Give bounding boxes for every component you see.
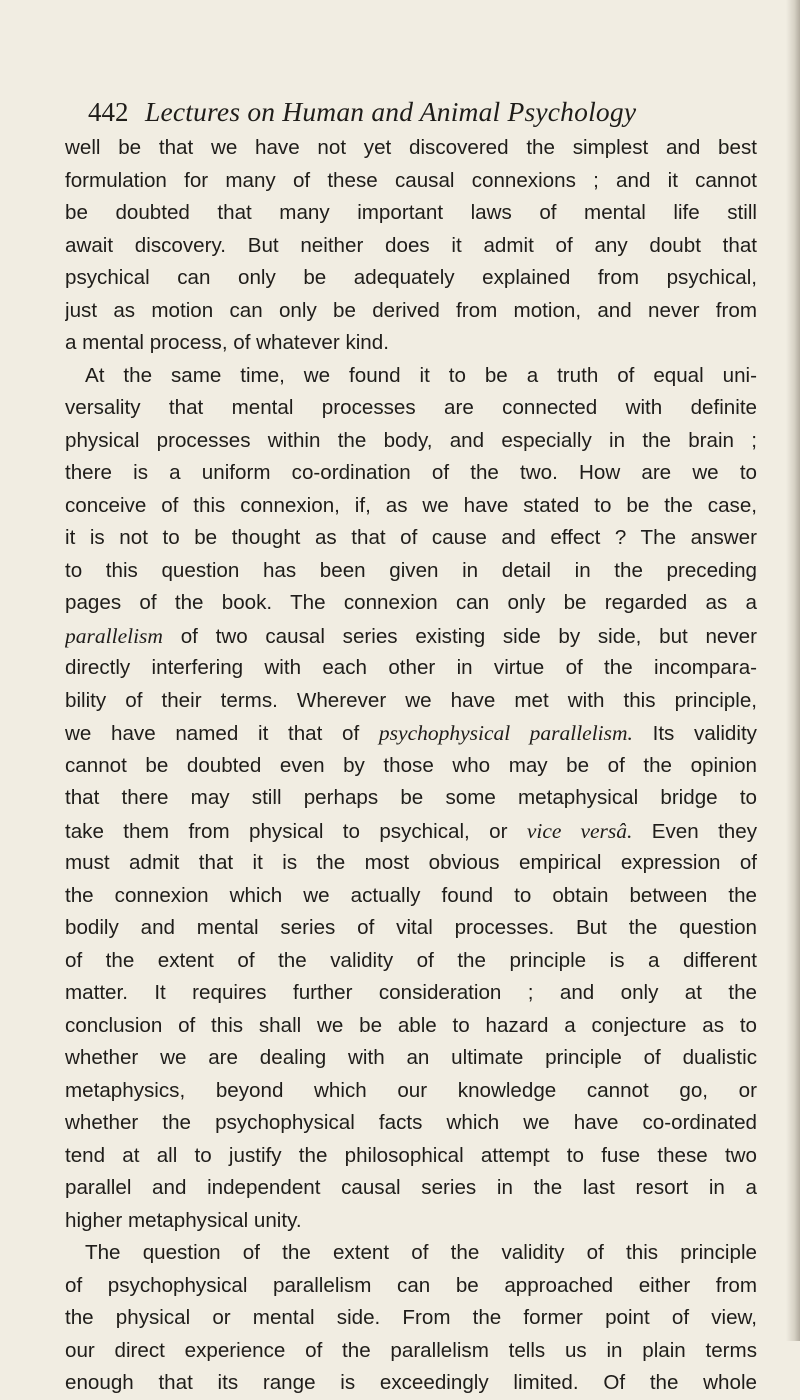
text-line bbox=[65, 262, 757, 295]
text-segment: bility of their terms. Wherever we have met with this principle, bbox=[65, 688, 757, 712]
text-line bbox=[65, 880, 757, 913]
text-segment: At the same time, we found it to be a truth of equal uni- bbox=[85, 363, 757, 387]
text-segment: versality that mental processes are connected with definite bbox=[65, 396, 757, 419]
text-line bbox=[65, 620, 757, 653]
text-segment: parallel and independent causal series in the last resort in a bbox=[65, 1176, 757, 1199]
text-segment: Even they bbox=[632, 819, 757, 843]
text-line bbox=[65, 457, 757, 490]
text-line bbox=[65, 912, 757, 945]
text-segment: cannot be doubted even by those who may be of the opinion bbox=[65, 753, 757, 777]
text-line bbox=[65, 522, 757, 555]
text-segment: enough that its range is exceedingly limited. Of the whole bbox=[65, 1371, 757, 1394]
text-line bbox=[65, 652, 757, 685]
text-segment: of psychophysical parallelism can be approached either from bbox=[65, 1273, 757, 1297]
body-text bbox=[65, 132, 757, 1400]
text-line bbox=[65, 555, 757, 588]
text-segment: matter. It requires further consideration ; and only at the bbox=[65, 981, 757, 1004]
text-line bbox=[65, 165, 757, 198]
text-segment: Its validity bbox=[632, 722, 757, 745]
text-segment: be doubted that many important laws of mental life still bbox=[65, 201, 757, 224]
text-line bbox=[65, 360, 757, 393]
text-segment: conceive of this connexion, if, as we have stated to be the case, bbox=[65, 493, 757, 517]
text-segment: pages of the book. The connexion can only be regarded as a bbox=[65, 591, 757, 614]
text-line bbox=[65, 717, 757, 750]
text-segment: we have named it that of bbox=[65, 722, 379, 745]
text-line bbox=[65, 230, 757, 263]
text-line bbox=[65, 197, 757, 230]
running-title: Lectures on Human and Animal Psychology bbox=[144, 96, 637, 127]
text-line bbox=[65, 1335, 757, 1368]
text-line bbox=[65, 295, 757, 328]
text-line bbox=[65, 1302, 757, 1335]
page-number: 442 bbox=[88, 97, 129, 127]
text-line bbox=[65, 1367, 757, 1400]
text-line bbox=[65, 1107, 757, 1140]
text-segment: there is a uniform co-ordination of the two. How are we to bbox=[65, 461, 757, 484]
text-segment: of two causal series existing side by side, but never bbox=[162, 624, 757, 648]
text-line bbox=[65, 1140, 757, 1173]
text-line bbox=[65, 847, 757, 880]
italic-text: vice versâ. bbox=[526, 818, 633, 843]
text-segment: must admit that it is the most obvious empirical expression of bbox=[65, 851, 757, 874]
text-line bbox=[65, 425, 757, 458]
text-line bbox=[65, 1075, 757, 1108]
text-segment: higher metaphysical unity. bbox=[65, 1208, 302, 1232]
text-line bbox=[65, 392, 757, 425]
text-segment: the connexion which we actually found to obtain between the bbox=[65, 883, 757, 907]
text-line bbox=[65, 782, 757, 815]
text-line bbox=[65, 1270, 757, 1303]
text-segment: well be that we have not yet discovered the simplest and best bbox=[65, 136, 757, 159]
text-segment: directly interfering with each other in virtue of the incompara- bbox=[65, 656, 757, 679]
text-segment: it is not to be thought as that of cause and effect ? The answer bbox=[65, 526, 757, 549]
text-segment: just as motion can only be derived from motion, and never from bbox=[65, 298, 757, 322]
text-line bbox=[65, 815, 757, 848]
text-segment: the physical or mental side. From the former point of view, bbox=[65, 1306, 757, 1329]
text-line bbox=[65, 327, 757, 360]
page-edge-shadow bbox=[786, 0, 800, 1341]
text-line bbox=[65, 587, 757, 620]
text-segment: whether we are dealing with an ultimate principle of dualistic bbox=[65, 1046, 757, 1069]
text-line bbox=[65, 132, 757, 165]
text-segment: The question of the extent of the validity of this principle bbox=[85, 1241, 757, 1264]
text-line bbox=[65, 750, 757, 783]
text-segment: await discovery. But neither does it admit of any doubt that bbox=[65, 233, 757, 257]
text-line bbox=[65, 1172, 757, 1205]
text-line bbox=[65, 1205, 757, 1238]
text-line bbox=[65, 1237, 757, 1270]
text-line bbox=[65, 945, 757, 978]
text-segment: tend at all to justify the philosophical attempt to fuse these two bbox=[65, 1143, 757, 1167]
text-segment: take them from physical to psychical, or bbox=[65, 819, 527, 843]
text-segment: bodily and mental series of vital processes. But the question bbox=[65, 916, 757, 939]
text-segment: of the extent of the validity of the principle is a different bbox=[65, 948, 757, 972]
text-segment: our direct experience of the parallelism tells us in plain terms bbox=[65, 1338, 757, 1362]
text-segment: metaphysics, beyond which our knowledge cannot go, or bbox=[65, 1078, 757, 1102]
text-segment: psychical can only be adequately explained from psychical, bbox=[65, 266, 757, 289]
text-segment: formulation for many of these causal connexions ; and it cannot bbox=[65, 168, 757, 192]
text-line bbox=[65, 490, 757, 523]
text-segment: conclusion of this shall we be able to hazard a conjecture as to bbox=[65, 1013, 757, 1037]
text-line bbox=[65, 1042, 757, 1075]
text-segment: a mental process, of whatever kind. bbox=[65, 331, 389, 354]
text-segment: to this question has been given in detail in the preceding bbox=[65, 558, 757, 582]
text-line bbox=[65, 1010, 757, 1043]
italic-text: parallelism bbox=[65, 623, 163, 648]
text-line bbox=[65, 685, 757, 718]
text-segment: physical processes within the body, and especially in the brain ; bbox=[65, 428, 757, 452]
text-line bbox=[65, 977, 757, 1010]
text-segment: whether the psychophysical facts which we have co-ordinated bbox=[65, 1111, 757, 1134]
text-segment: that there may still perhaps be some metaphysical bridge to bbox=[65, 786, 757, 809]
italic-text: psychophysical parallelism. bbox=[378, 721, 633, 745]
